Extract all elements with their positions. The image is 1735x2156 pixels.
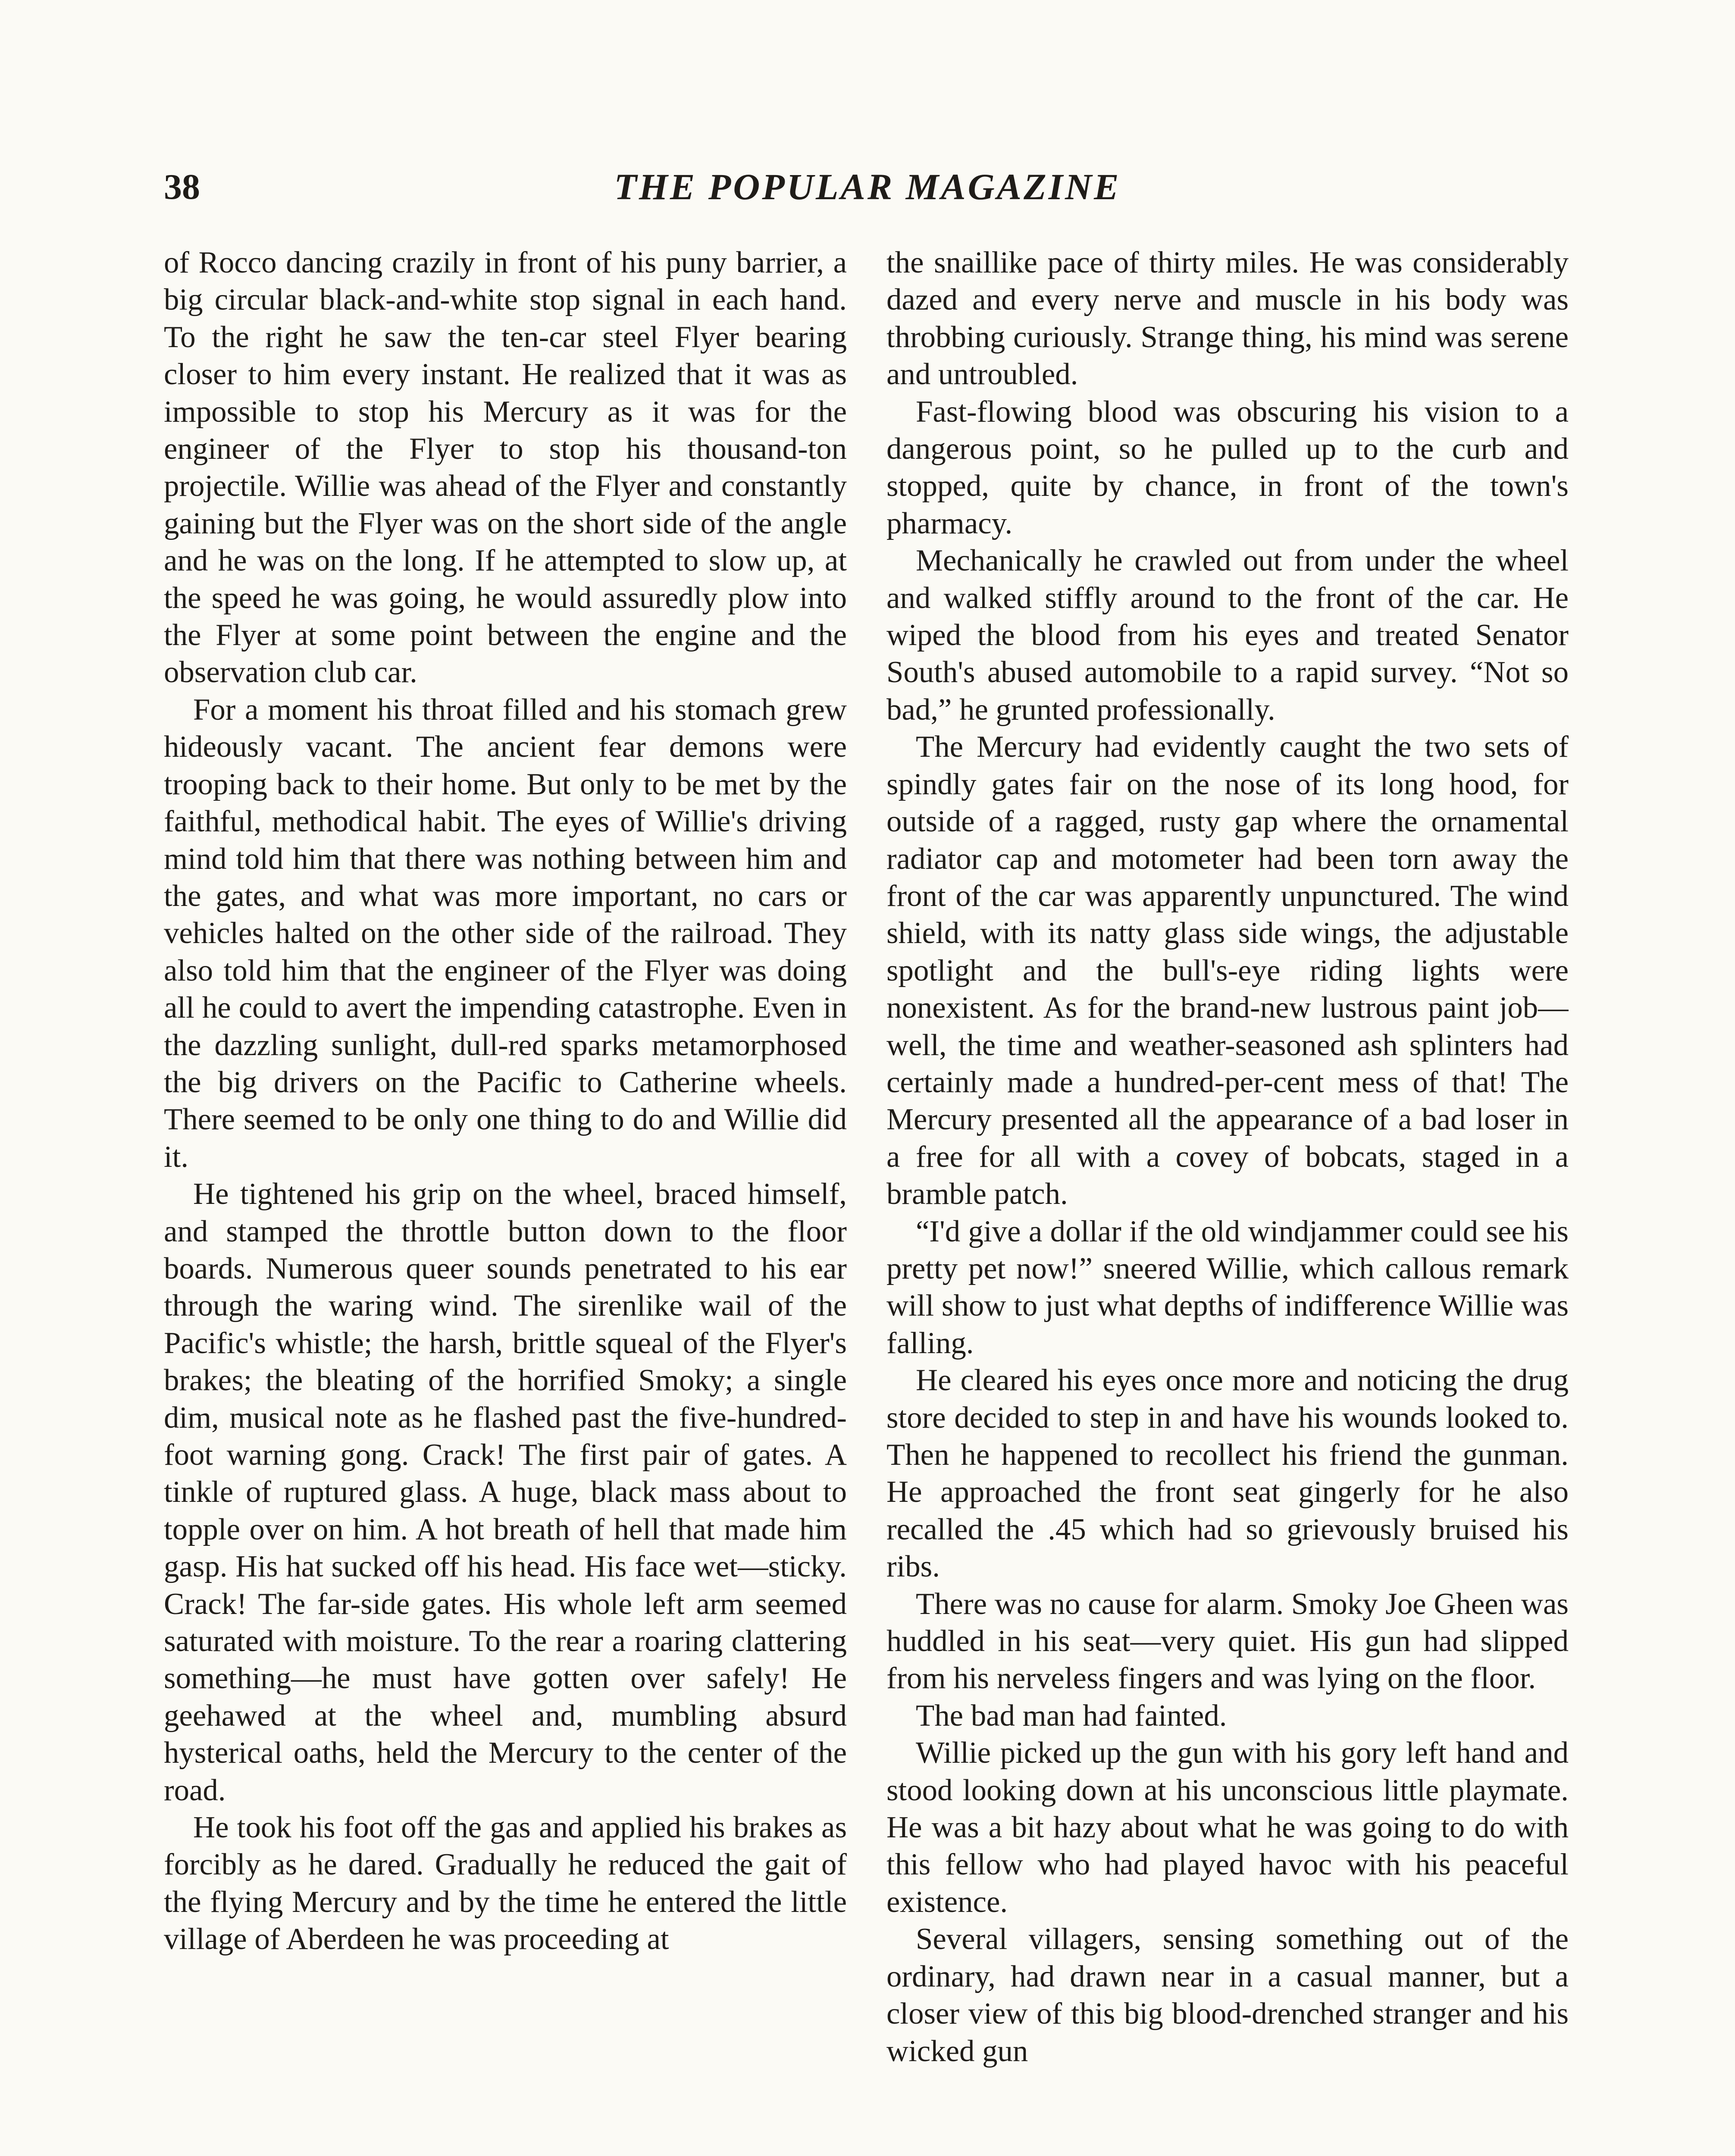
paragraph: Several villagers, sensing something out of the ordinary, had drawn near in a casual manner, but a closer view of this big blood-drenched stranger and his wicked gun (886, 1922, 1569, 2068)
paragraph: the snaillike pace of thirty miles. He was considerably dazed and every nerve and muscle in his body was throbbing curiously. Strange thing, his mind was serene and untroubled. (886, 246, 1569, 392)
running-head-title: THE POPULAR MAGAZINE (614, 166, 1121, 207)
paragraph: He tightened his grip on the wheel, braced himself, and stamped the throttle button down to the floor boards. Numerous queer sounds penetrated to his ear through the waring wind. The sirenlike wail of the Pacific's whistle; the harsh, brittle squeal of the Flyer's brakes; the bleating of the horrified Smoky; a single dim, musical note as he flashed past the five-hundred-foot warning gong. Crack! The first pair of gates. A tinkle of ruptured glass. A huge, black mass about to topple over on him. A hot breath of hell that made him gasp. His hat sucked off his head. His face wet—sticky. Crack! The far-side gates. His whole left arm seemed saturated with moisture. To the rear a roaring clattering something—he must have gotten over safely! He geehawed at the wheel and, mumbling absurd hysterical oaths, held the Mercury to the center of the road. (164, 1177, 847, 1807)
paragraph: of Rocco dancing crazily in front of his puny barrier, a big circular black-and-white stop signal in each hand. To the right he saw the ten-car steel Flyer bearing closer to him every instant. He realized that it was as impossible to stop his Mercury as it was for the engineer of the Flyer to stop his thousand-ton projectile. Willie was ahead of the Flyer and constantly gaining but the Flyer was on the short side of the angle and he was on the long. If he attempted to slow up, at the speed he was going, he would assuredly plow into the Flyer at some point between the engine and the observation club car. (164, 246, 847, 689)
paragraph: Willie picked up the gun with his gory left hand and stood looking down at his unconscious little playmate. He was a bit hazy about what he was going to do with this fellow who had played havoc with his peaceful existence. (886, 1736, 1569, 1919)
paragraph: “I'd give a dollar if the old windjammer could see his pretty pet now!” sneered Willie, which callous remark will show to just what depths of indifference Willie was falling. (886, 1214, 1569, 1360)
paragraph: Fast-flowing blood was obscuring his vision to a dangerous point, so he pulled up to the curb and stopped, quite by chance, in front of the town's pharmacy. (886, 395, 1569, 540)
paragraph: He cleared his eyes once more and noticing the drug store decided to step in and have his wounds looked to. Then he happened to recollect his friend the gunman. He approached the front seat gingerly for he also recalled the .45 which had so grievously bruised his ribs. (886, 1363, 1569, 1584)
paragraph: He took his foot off the gas and applied his brakes as forcibly as he dared. Gradually he reduced the gait of the flying Mercury and by the time he entered the little village of Aberdeen he was proceeding at (164, 1811, 847, 1956)
paragraph: There was no cause for alarm. Smoky Joe Gheen was huddled in his seat—very quiet. His gun had slipped from his nerveless fingers and was lying on the floor. (886, 1587, 1569, 1695)
left-column (164, 244, 847, 2156)
paragraph: Mechanically he crawled out from under the wheel and walked stiffly around to the front of the car. He wiped the blood from his eyes and treated Senator South's abused automobile to a rapid survey. “Not so bad,” he grunted professionally. (886, 544, 1569, 727)
paragraph: The Mercury had evidently caught the two sets of spindly gates fair on the nose of its long hood, for outside of a ragged, rusty gap where the ornamental radiator cap and motometer had been torn away the front of the car was apparently unpunctured. The wind shield, with its natty glass side wings, the adjustable spotlight and the bull's-eye riding lights were nonexistent. As for the brand-new lustrous paint job—well, the time and weather-seasoned ash splinters had certainly made a hundred-per-cent mess of that! The Mercury presented all the appearance of a bad loser in a free for all with a covey of bobcats, staged in a bramble patch. (886, 730, 1569, 1211)
paragraph: For a moment his throat filled and his stomach grew hideously vacant. The ancient fear demons were trooping back to their home. But only to be met by the faithful, methodical habit. The eyes of Willie's driving mind told him that there was nothing between him and the gates, and what was more important, no cars or vehicles halted on the other side of the railroad. They also told him that the engineer of the Flyer was doing all he could to avert the impending catastrophe. Even in the dazzling sunlight, dull-red sparks metamorphosed the big drivers on the Pacific to Catherine wheels. There seemed to be only one thing to do and Willie did it. (164, 693, 847, 1174)
paragraph: The bad man had fainted. (916, 1698, 1227, 1733)
right-column (886, 244, 1569, 2156)
page-number: 38 (164, 167, 200, 207)
